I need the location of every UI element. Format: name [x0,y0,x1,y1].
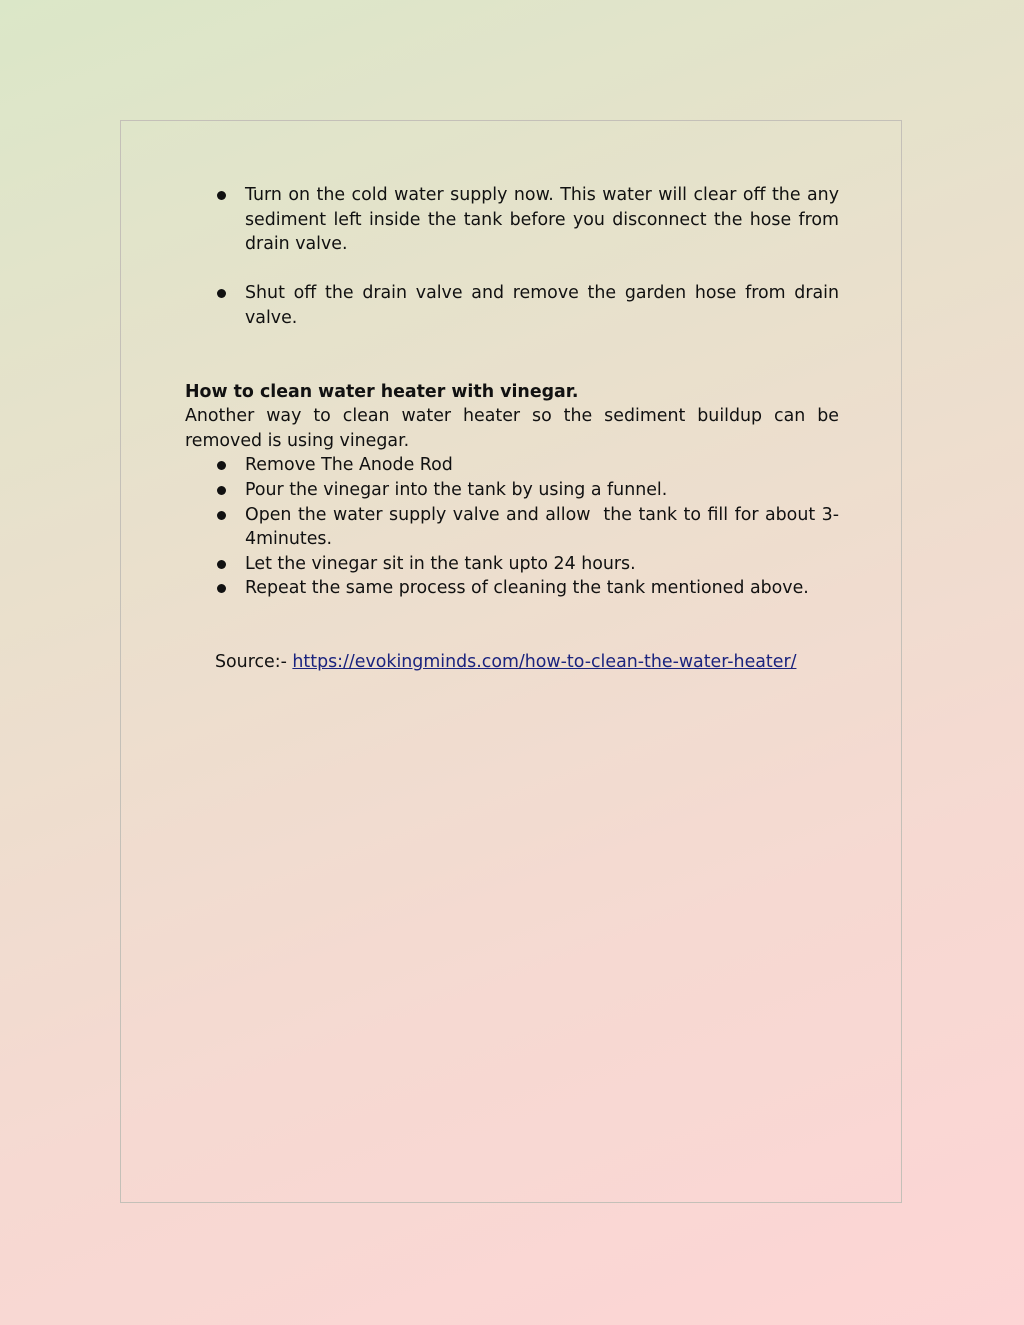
list-spacer [185,257,839,282]
section-spacer [185,331,839,380]
list-item [185,552,839,577]
list-item [185,453,839,478]
list-item-text: Repeat the same process of cleaning the tank mentioned above. [245,578,809,599]
bullet-icon [217,584,226,593]
list-item [185,576,839,601]
bullet-icon [217,191,226,200]
page-content [185,183,839,675]
list-item [185,503,839,552]
vinegar-steps-list [185,453,839,601]
bullet-icon [217,289,226,298]
source-link[interactable]: https://evokingminds.com/how-to-clean-the-water-heater/ [292,651,797,672]
section-heading: How to clean water heater with vinegar. [185,381,579,402]
section-spacer [185,601,839,650]
list-item [185,281,839,330]
list-item-text: Let the vinegar sit in the tank upto 24 hours. [245,553,636,574]
document-page [120,120,902,1203]
source-line [185,650,839,675]
source-label: Source:- [215,651,293,672]
list-item-text: Shut off the drain valve and remove the garden hose from drain valve. [245,283,839,328]
section-intro: Another way to clean water heater so the sediment buildup can be removed is using vinegar. [185,406,839,451]
bullet-icon [217,486,226,495]
bullet-icon [217,560,226,569]
bullet-icon [217,511,226,520]
list-item-text: Turn on the cold water supply now. This water will clear off the any sediment left inside the tank before you disconnect the hose from drain valve. [245,185,839,255]
drain-steps-list [185,183,839,331]
list-item [185,478,839,503]
list-item-text: Open the water supply valve and allow the tank to fill for about 3-4minutes. [245,504,839,550]
bullet-icon [217,461,226,470]
list-item-text: Remove The Anode Rod [245,455,453,476]
list-item [185,183,839,257]
list-item-text: Pour the vinegar into the tank by using a funnel. [245,479,668,500]
